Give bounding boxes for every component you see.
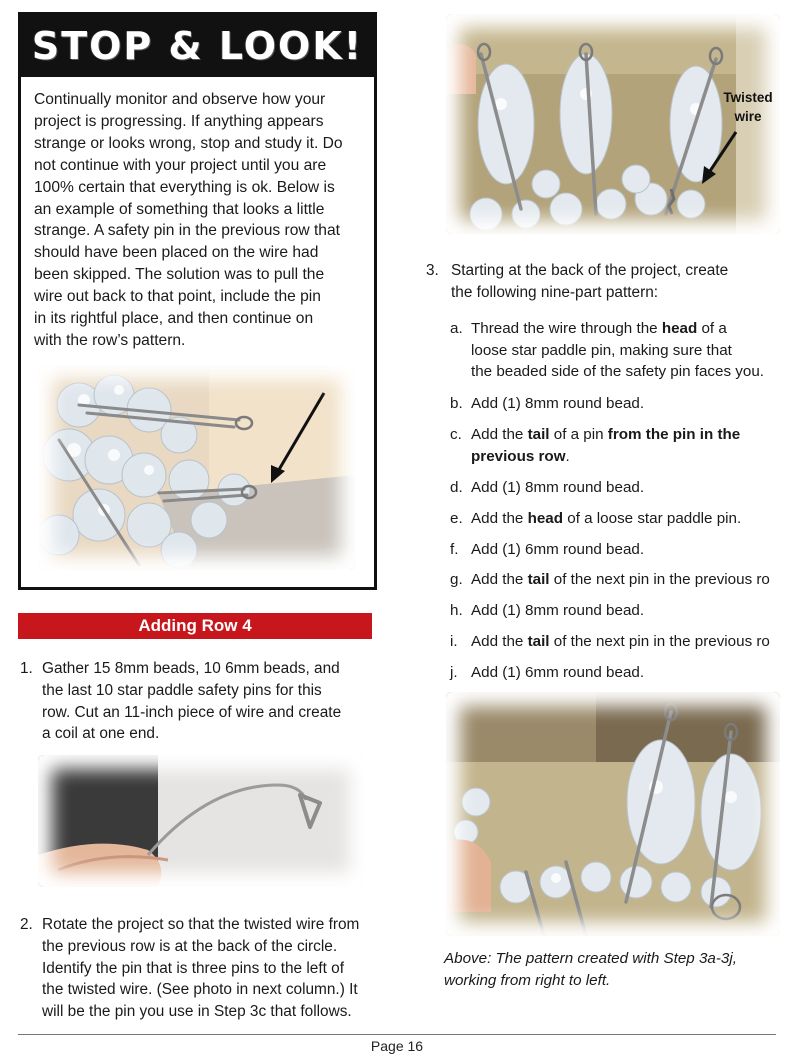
photo-caption [444,948,784,992]
callout-line: strange or looks wrong, stop and study it. Do [34,134,343,152]
caption-line: working from right to left. [444,972,611,989]
callout-line: should have been placed on the wire had [34,244,319,262]
substep-i [450,631,794,653]
step-line: the following nine-part pattern: [451,283,659,301]
step-number: 2. [20,916,33,933]
callout-line: with the row’s pattern. [34,331,186,349]
callout-line: not continue with your project until you are [34,156,327,174]
substep-letter: g. [450,571,463,588]
substep-bold: from the pin in the [607,426,741,443]
substep-f [450,539,794,561]
substep-text: Add (1) 8mm round bead. [471,395,645,412]
section-title-adding-row-4: Adding Row 4 [18,613,372,639]
substep-bold: tail [527,571,550,588]
substep-e [450,508,794,530]
twisted-wire-photo [446,14,780,234]
substep-text: Add (1) 6mm round bead. [471,664,645,681]
substep-d [450,477,794,499]
substep-c [450,424,794,468]
substep-text: the beaded side of the safety pin faces you. [471,363,764,381]
substep-j [450,662,794,684]
step-line: Starting at the back of the project, create [451,262,729,279]
substep-letter: h. [450,602,463,619]
substep-text: Add (1) 8mm round bead. [471,479,645,496]
substep-text: Add the [471,633,528,650]
page-number: Page 16 [370,1038,424,1054]
stop-and-look-callout [18,12,377,590]
step-1 [20,658,380,748]
substep-bold: tail [527,426,550,443]
callout-line: 100% certain that everything is ok. Below is [34,178,335,196]
caption-line: Above: The pattern created with Step 3a-3j, [444,950,737,967]
substep-letter: d. [450,479,463,496]
callout-line: wire out back to that point, include the pin [34,288,321,306]
step-number: 3. [426,262,439,279]
twisted-wire-label [718,88,778,126]
substep-bold: tail [527,633,550,650]
step-line: Gather 15 8mm beads, 10 6mm beads, and [42,660,340,677]
substep-text: loose star paddle pin, making sure that [471,341,732,359]
substep-letter: e. [450,510,463,527]
callout-line: Continually monitor and observe how your [34,91,326,108]
substep-text: Thread the wire through the [471,320,662,337]
substep-letter: b. [450,395,463,412]
step-line: the twisted wire. (See photo in next column.) It [42,981,358,999]
substep-text: . [565,447,570,465]
step-line: Rotate the project so that the twisted wire from [42,916,360,933]
substep-text: of the next pin in the previous ro [549,633,770,650]
substep-bold: head [661,320,698,337]
substep-letter: a. [450,320,463,337]
substep-bold: head [527,510,564,527]
step-line: will be the pin you use in Step 3c that follows. [42,1003,352,1021]
callout-line: been skipped. The solution was to pull the [34,266,325,284]
step-line: row. Cut an 11-inch piece of wire and create [42,703,342,721]
step-line: the last 10 star paddle safety pins for this [42,681,322,699]
substep-text: Add the [471,510,528,527]
substep-text: Add (1) 8mm round bead. [471,602,645,619]
substep-letter: c. [450,426,462,443]
footer-divider [18,1034,776,1035]
callout-line: strange. A safety pin in the previous row that [34,222,340,240]
wire-coil-photo [38,755,364,887]
step-line: Identify the pin that is three pins to the left of [42,959,345,977]
substep-letter: f. [450,541,459,558]
substep-text: Add the [471,571,528,588]
callout-line: project is progressing. If anything appears [34,112,324,130]
substep-b [450,393,794,415]
callout-line: in its rightful place, and then continue on [34,310,314,328]
step-line: a coil at one end. [42,725,160,743]
substep-a [450,318,794,384]
substep-text: of a pin [549,426,608,443]
callout-line: an example of something that looks a little [34,200,325,218]
label-line: Twisted [723,90,773,105]
substep-g [450,569,794,591]
substep-letter: j. [450,664,458,681]
callout-title: STOP & LOOK! [21,15,374,77]
step-line: the previous row is at the back of the circle. [42,937,338,955]
substep-bold: previous row [471,447,566,465]
substep-text: of the next pin in the previous ro [549,571,770,588]
substep-text: Add (1) 6mm round bead. [471,541,645,558]
pattern-result-photo [446,692,780,936]
substep-text: of a [697,320,727,337]
substep-h [450,600,794,622]
skipped-pin-photo [39,365,355,570]
step-3 [426,260,786,306]
substep-text: Add the [471,426,528,443]
substep-text: of a loose star paddle pin. [563,510,742,527]
label-line: wire [734,109,762,124]
step-2 [20,914,400,1026]
callout-text [34,89,370,352]
substep-letter: i. [450,633,458,650]
step-number: 1. [20,660,33,677]
